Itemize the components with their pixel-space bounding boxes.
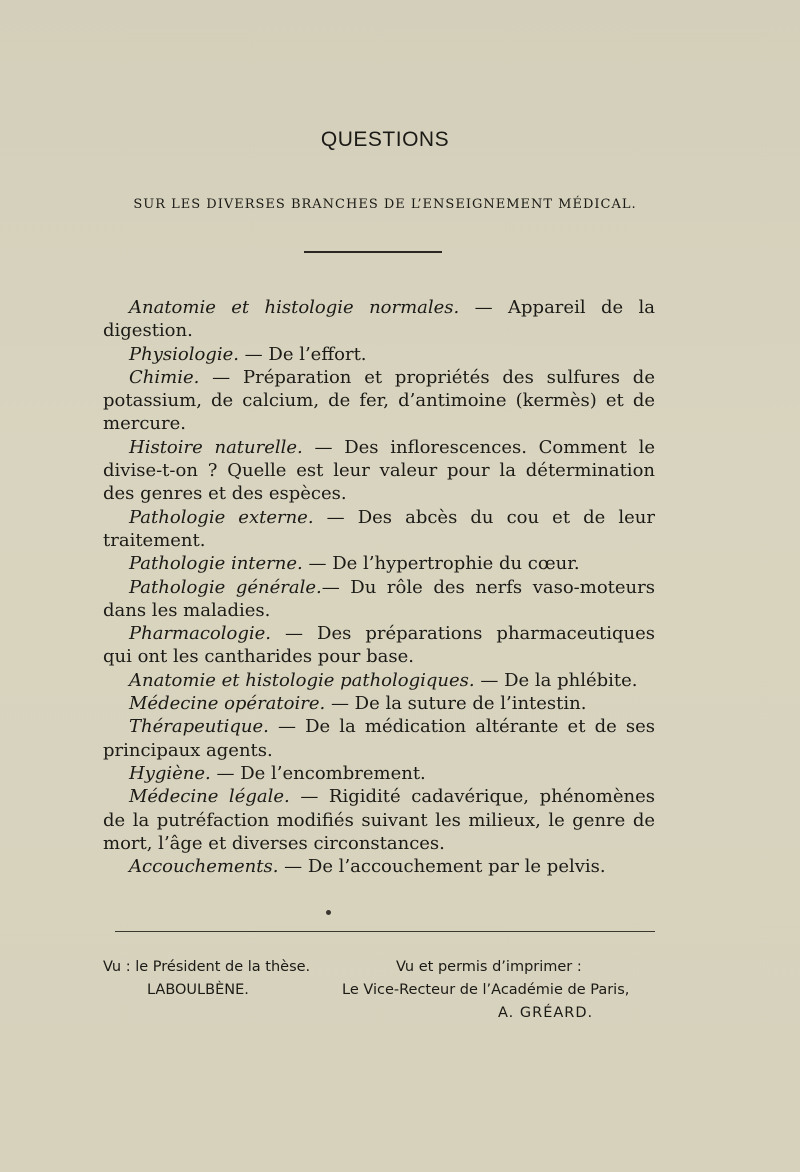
question-text: — De la suture de l’intestin.: [325, 693, 587, 715]
question-text: — De l’accouchement par le pelvis.: [278, 856, 606, 878]
question-text: — Des inflorescences. Comment le divise-t-on ? Quelle est leur valeur pour la détermination des genres et des espèces.: [103, 436, 655, 505]
question-subject: Médecine opératoire.: [129, 693, 326, 715]
question-item: [103, 715, 655, 762]
question-text: — Des préparations pharmaceutiques qui ont les cantharides pour base.: [103, 623, 655, 668]
question-text: — De l’hypertrophie du cœur.: [302, 553, 580, 575]
page-subtitle: SUR LES DIVERSES BRANCHES DE L’ENSEIGNEMENT MÉDICAL.: [133, 197, 637, 212]
question-text: — Appareil de la digestion.: [103, 297, 655, 342]
question-subject: Pathologie générale.: [129, 576, 322, 598]
question-item: [103, 669, 655, 692]
question-subject: Accouchements.: [129, 856, 279, 878]
rector-signature: [342, 956, 652, 1025]
president-label: Vu : le Président de la thèse.: [103, 959, 311, 975]
question-item: [103, 855, 655, 878]
question-subject: Chimie.: [129, 366, 200, 388]
question-subject: Physiologie.: [129, 343, 239, 365]
question-text: — Du rôle des nerfs vaso-moteurs dans les maladies.: [103, 576, 655, 621]
question-text: — De l’encombrement.: [210, 762, 426, 784]
rector-title: Le Vice-Recteur de l’Académie de Paris,: [342, 982, 630, 998]
question-item: [103, 622, 655, 669]
question-subject: Médecine légale.: [129, 786, 290, 808]
question-text: — De la phlébite.: [474, 669, 638, 691]
question-text: — De la médication altérante et de ses principaux agents.: [103, 716, 655, 761]
question-item: [103, 436, 655, 506]
president-signature: [103, 956, 310, 1002]
question-item: [103, 762, 655, 785]
footer-divider: [115, 931, 655, 932]
question-subject: Anatomie et histologie normales.: [129, 297, 460, 318]
question-item: [103, 552, 655, 575]
rector-name: A. GRÉARD.: [498, 1005, 594, 1021]
questions-list: [103, 296, 655, 878]
question-item: [103, 506, 655, 553]
question-subject: Thérapeutique.: [129, 716, 269, 738]
question-item: [103, 692, 655, 715]
page-title: QUESTIONS: [320, 128, 450, 151]
imprimatur-label: Vu et permis d’imprimer :: [396, 959, 582, 975]
question-item: [103, 366, 655, 436]
question-text: — Rigidité cadavérique, phénomènes de la putréfaction modifiés suivant les milieux, le genre de mort, l’âge et diverses circonstances.: [103, 786, 656, 854]
question-subject: Anatomie et histologie pathologiques.: [129, 669, 475, 691]
question-item: [103, 343, 655, 366]
question-subject: Hygiène.: [129, 762, 211, 784]
president-name: LABOULBÈNE.: [147, 982, 249, 998]
question-item: [103, 296, 655, 343]
question-subject: Histoire naturelle.: [129, 436, 303, 458]
question-text: — De l’effort.: [238, 343, 367, 365]
question-item: [103, 576, 655, 623]
title-divider: [304, 251, 442, 253]
question-subject: Pharmacologie.: [129, 623, 272, 645]
question-subject: Pathologie externe.: [129, 506, 314, 528]
question-text: — Préparation et propriétés des sulfures de potassium, de calcium, de fer, d’antimoine (kermès) et de mercure.: [103, 366, 655, 435]
ornament-dot: [326, 910, 331, 915]
question-item: [103, 785, 655, 855]
question-text: — Des abcès du cou et de leur traitement.: [103, 506, 655, 551]
question-subject: Pathologie interne.: [129, 553, 303, 575]
